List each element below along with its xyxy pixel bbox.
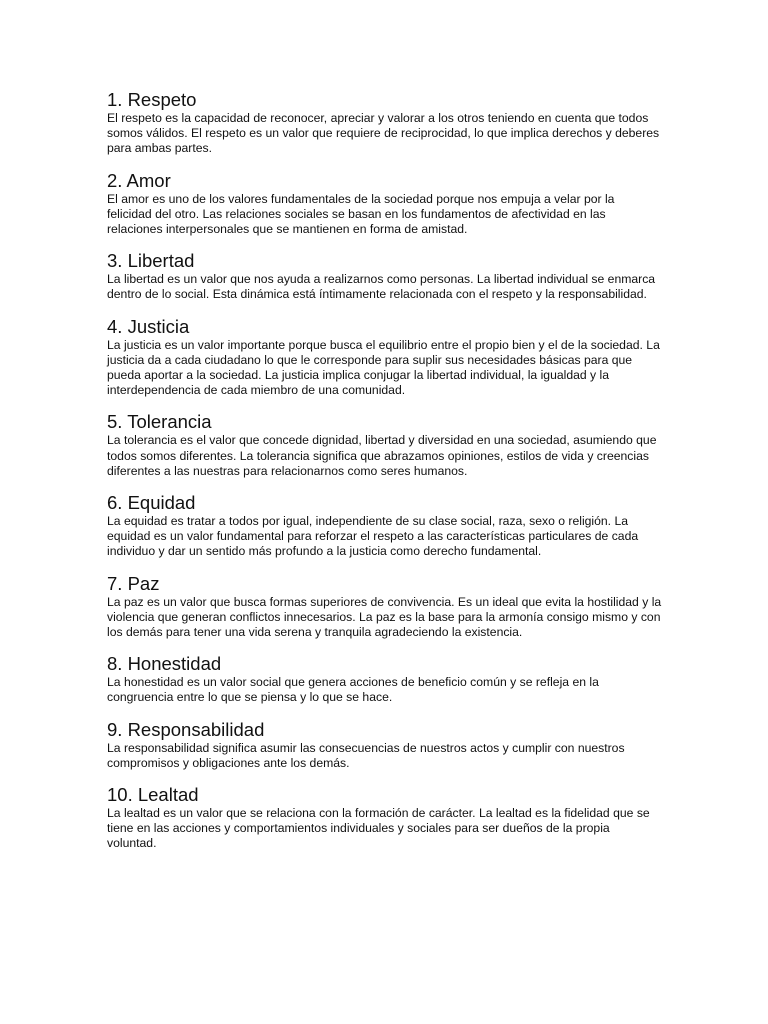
document-page — [107, 89, 662, 852]
section-body: La paz es un valor que busca formas superiores de convivencia. Es un ideal que evita la hostilidad y la violencia que generan conflictos innecesarios. La paz es la base para la armonía consigo mismo y con los demás para tener una vida serena y tranquila agradeciendo la existencia. — [107, 594, 662, 640]
section-body: El respeto es la capacidad de reconocer, apreciar y valorar a los otros teniendo en cuenta que todos somos válidos. El respeto es un valor que requiere de reciprocidad, lo que implica derechos y deberes para ambas partes. — [107, 111, 660, 156]
section-heading: 7. Paz — [107, 572, 160, 594]
section-heading: 1. Respeto — [107, 89, 197, 110]
section-body: La tolerancia es el valor que concede dignidad, libertad y diversidad en una sociedad, asumiendo que todos somos diferentes. La tolerancia significa que abrazamos opiniones, estilos de vida y creencias diferentes a las nuestras para relacionarnos como seres humanos. — [107, 433, 657, 478]
section-respeto — [107, 89, 662, 157]
section-justicia — [107, 316, 662, 399]
section-paz — [107, 573, 662, 641]
section-heading: 6. Equidad — [107, 492, 196, 514]
section-body: La responsabilidad significa asumir las consecuencias de nuestros actos y cumplir con nuestros compromisos y obligaciones ante los demás. — [107, 740, 625, 770]
section-heading: 3. Libertad — [107, 250, 195, 272]
section-heading: 5. Tolerancia — [107, 411, 212, 433]
section-honestidad — [107, 653, 662, 705]
section-heading: 10. Lealtad — [107, 784, 199, 806]
section-body: La equidad es tratar a todos por igual, independiente de su clase social, raza, sexo o religión. La equidad es un valor fundamental para reforzar el respeto a las características particulares de cada individuo y dar un sentido más profundo a la justicia como derecho fundamental. — [107, 514, 639, 559]
section-lealtad — [107, 784, 662, 852]
section-heading: 4. Justicia — [107, 315, 190, 337]
section-tolerancia — [107, 411, 662, 479]
section-body: La libertad es un valor que nos ayuda a realizarnos como personas. La libertad individual se enmarca dentro de lo social. Esta dinámica está íntimamente relacionada con el respeto y la responsabilidad. — [107, 272, 656, 302]
section-body: El amor es uno de los valores fundamentales de la sociedad porque nos empuja a velar por la felicidad del otro. Las relaciones sociales se basan en los fundamentos de afectividad en las relaciones interpersonales que se mantienen en forma de amistad. — [107, 191, 615, 237]
section-heading: 2. Amor — [107, 169, 171, 191]
section-equidad — [107, 492, 662, 560]
section-responsabilidad — [107, 719, 662, 771]
section-body: La honestidad es un valor social que genera acciones de beneficio común y se refleja en la congruencia entre lo que se piensa y lo que se hace. — [107, 675, 599, 705]
section-body: La justicia es un valor importante porque busca el equilibrio entre el propio bien y el de la sociedad. La justicia da a cada ciudadano lo que le corresponde para suplir sus necesidades básicas para que pueda aportar a la sociedad. La justicia implica conjugar la libertad individual, la igualdad y la interdependencia de cada miembro de una comunidad. — [107, 337, 660, 398]
section-heading: 8. Honestidad — [107, 653, 222, 675]
section-heading: 9. Responsabilidad — [107, 718, 265, 740]
section-body: La lealtad es un valor que se relaciona con la formación de carácter. La lealtad es la fidelidad que se tiene en las acciones y comportamientos individuales y sociales para ser dueños de la propia voluntad. — [107, 806, 650, 851]
section-libertad — [107, 250, 662, 302]
section-amor — [107, 170, 662, 238]
